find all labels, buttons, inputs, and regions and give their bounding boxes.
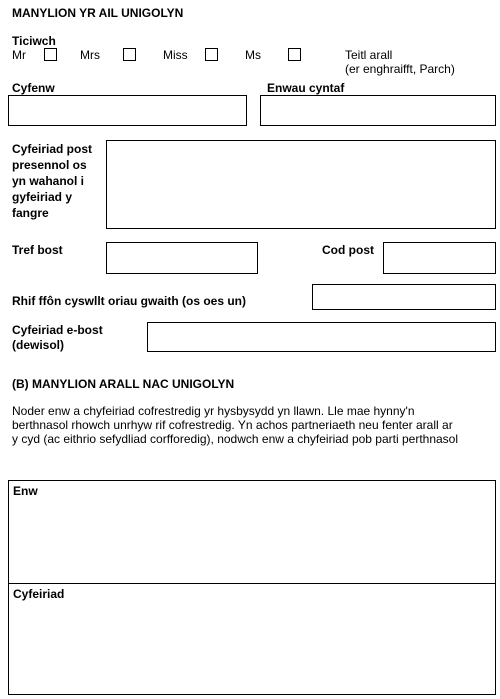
email-label: Cyfeiriad e-bost (dewisol) bbox=[12, 323, 103, 352]
title-option-ms-label: Ms bbox=[245, 48, 261, 62]
post-town-field[interactable] bbox=[106, 242, 258, 274]
title-option-mrs-label: Mrs bbox=[80, 48, 100, 62]
phone-label: Rhif ffôn cyswllt oriau gwaith (os oes un) bbox=[12, 294, 247, 308]
surname-label: Cyfenw bbox=[12, 81, 55, 95]
name-box[interactable] bbox=[8, 480, 496, 584]
section-b-heading: (B) MANYLION ARALL NAC UNIGOLYN bbox=[12, 377, 235, 391]
forenames-field[interactable] bbox=[260, 95, 496, 126]
surname-field[interactable] bbox=[8, 95, 247, 126]
current-address-field[interactable] bbox=[106, 140, 496, 229]
address-box[interactable] bbox=[8, 583, 496, 695]
title-checkbox-miss[interactable] bbox=[205, 48, 218, 61]
current-address-label: Cyfeiriad post presennol os yn wahanol i gyfeiriad y fangre bbox=[12, 142, 93, 220]
email-field[interactable] bbox=[147, 322, 496, 352]
post-town-label: Tref bost bbox=[12, 243, 63, 257]
phone-field[interactable] bbox=[312, 284, 496, 310]
section-b-instructions: Noder enw a chyfeiriad cofrestredig yr hysbysydd yn llawn. Lle mae hynny'n berthnasol rhowch unrhyw rif cofrestredig. Yn achos partneriaeth neu fenter arall ar y cyd (ac eithrio sefydliad corfforedig), nodwch enw a chyfeiriad pob parti perthnasol bbox=[12, 404, 459, 446]
name-label: Enw bbox=[13, 484, 38, 498]
section-a-heading: MANYLION YR AIL UNIGOLYN bbox=[12, 6, 184, 20]
other-title-hint: (er enghraifft, Parch) bbox=[345, 62, 455, 76]
title-option-mr-label: Mr bbox=[12, 48, 26, 62]
title-option-miss-label: Miss bbox=[163, 48, 188, 62]
title-checkbox-ms[interactable] bbox=[288, 48, 301, 61]
title-checkbox-mrs[interactable] bbox=[123, 48, 136, 61]
address-label: Cyfeiriad bbox=[13, 587, 65, 601]
postcode-field[interactable] bbox=[383, 242, 496, 274]
forenames-label: Enwau cyntaf bbox=[267, 81, 345, 95]
title-label: Ticiwch bbox=[12, 34, 56, 48]
title-checkbox-mr[interactable] bbox=[44, 48, 57, 61]
other-title-label: Teitl arall bbox=[345, 48, 393, 62]
postcode-label: Cod post bbox=[322, 243, 374, 257]
